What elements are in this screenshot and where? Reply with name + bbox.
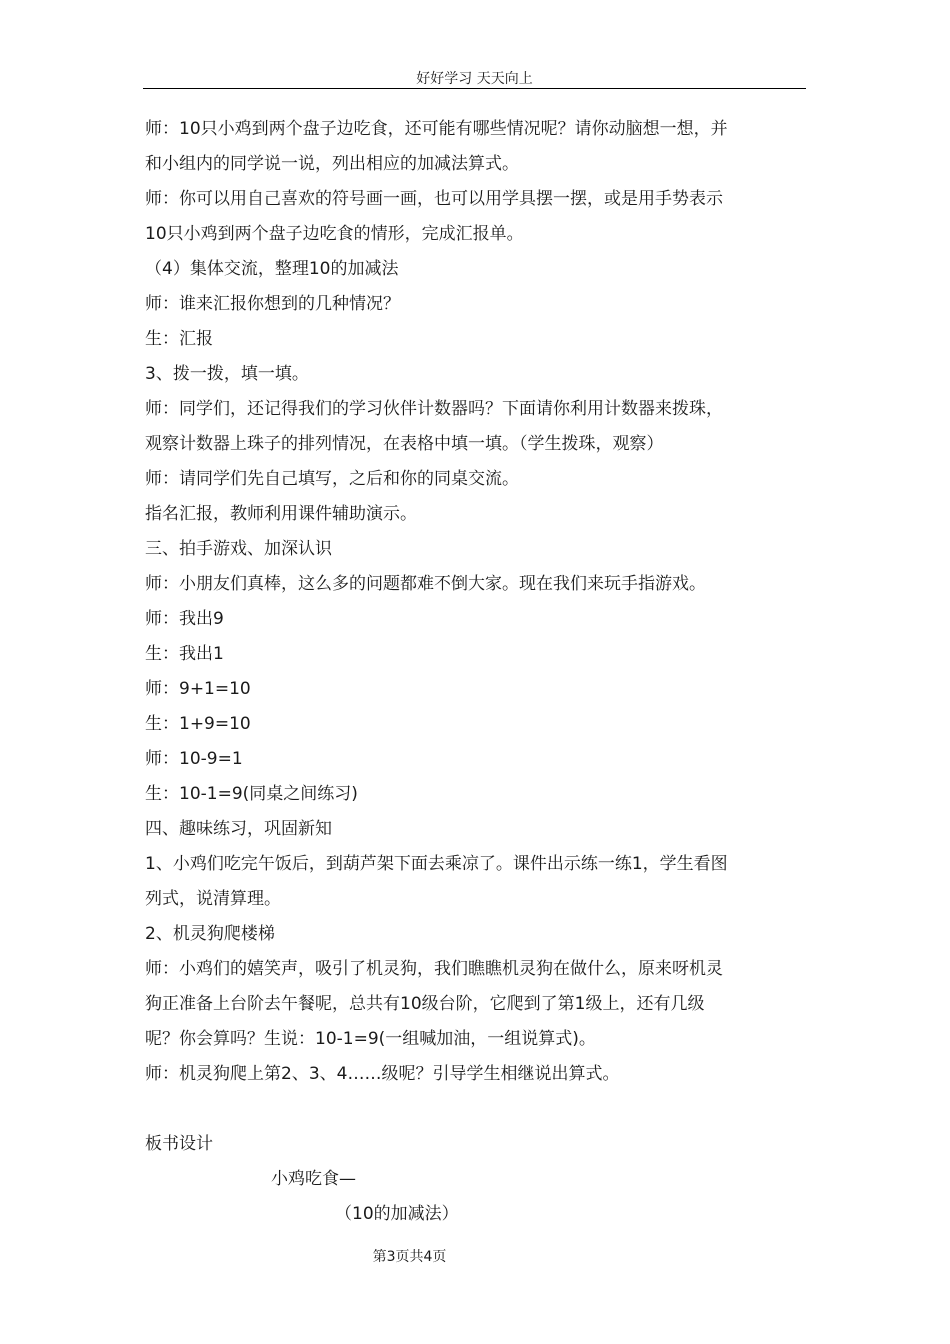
paragraph-line: 师：小鸡们的嬉笑声，吸引了机灵狗，我们瞧瞧机灵狗在做什么，原来呀机灵 bbox=[145, 959, 723, 979]
paragraph-line: 师：请同学们先自己填写，之后和你的同桌交流。 bbox=[145, 469, 519, 489]
paragraph-line: 师：小朋友们真棒，这么多的问题都难不倒大家。现在我们来玩手指游戏。 bbox=[145, 574, 706, 594]
paragraph-line: 三、拍手游戏、加深认识 bbox=[145, 539, 332, 559]
paragraph-line: 列式，说清算理。 bbox=[145, 889, 281, 909]
paragraph-line: 师：机灵狗爬上第2、3、4……级呢？引导学生相继说出算式。 bbox=[145, 1064, 620, 1084]
paragraph-line: 1、小鸡们吃完午饭后，到葫芦架下面去乘凉了。课件出示练一练1，学生看图 bbox=[145, 854, 728, 874]
blank-line bbox=[145, 1092, 810, 1127]
paragraph-line: 生：汇报 bbox=[145, 329, 213, 349]
paragraph-line: 狗正准备上台阶去午餐呢，总共有10级台阶，它爬到了第1级上，还有几级 bbox=[145, 994, 705, 1014]
document-body bbox=[145, 112, 810, 1232]
paragraph-line: 2、机灵狗爬楼梯 bbox=[145, 924, 275, 944]
paragraph-line: 和小组内的同学说一说，列出相应的加减法算式。 bbox=[145, 154, 519, 174]
paragraph-line: 师：谁来汇报你想到的几种情况？ bbox=[145, 294, 400, 314]
paragraph-line: 师：10只小鸡到两个盘子边吃食，还可能有哪些情况呢？请你动脑想一想，并 bbox=[145, 119, 728, 139]
paragraph-line: 师：你可以用自己喜欢的符号画一画，也可以用学具摆一摆，或是用手势表示 bbox=[145, 189, 723, 209]
paragraph-line: 10只小鸡到两个盘子边吃食的情形，完成汇报单。 bbox=[145, 224, 524, 244]
paragraph-line: 观察计数器上珠子的排列情况，在表格中填一填。（学生拨珠，观察） bbox=[145, 434, 664, 454]
paragraph-line: 呢？你会算吗？生说：10-1=9(一组喊加油，一组说算式)。 bbox=[145, 1029, 596, 1049]
paragraph-line: 生：10-1=9(同桌之间练习) bbox=[145, 784, 358, 804]
paragraph-line: 3、拨一拨，填一填。 bbox=[145, 364, 309, 384]
board-title: 小鸡吃食— bbox=[271, 1169, 356, 1189]
paragraph-line: 师：我出9 bbox=[145, 609, 224, 629]
paragraph-line: 生：1+9=10 bbox=[145, 714, 251, 734]
paragraph-line: 四、趣味练习，巩固新知 bbox=[145, 819, 332, 839]
paragraph-line: 生：我出1 bbox=[145, 644, 224, 664]
page-header: 好好学习 天天向上 bbox=[416, 71, 533, 87]
board-design-heading: 板书设计 bbox=[145, 1134, 213, 1154]
board-subtitle: （10的加减法） bbox=[335, 1204, 459, 1224]
paragraph-line: （4）集体交流，整理10的加减法 bbox=[145, 259, 399, 279]
paragraph-line: 师：10-9=1 bbox=[145, 749, 243, 769]
paragraph-line: 师：9+1=10 bbox=[145, 679, 251, 699]
paragraph-line: 师：同学们，还记得我们的学习伙伴计数器吗？下面请你利用计数器来拨珠， bbox=[145, 399, 723, 419]
page-footer: 第3页共4页 bbox=[372, 1249, 447, 1265]
paragraph-line: 指名汇报，教师利用课件辅助演示。 bbox=[145, 504, 417, 524]
header-rule bbox=[143, 88, 806, 89]
